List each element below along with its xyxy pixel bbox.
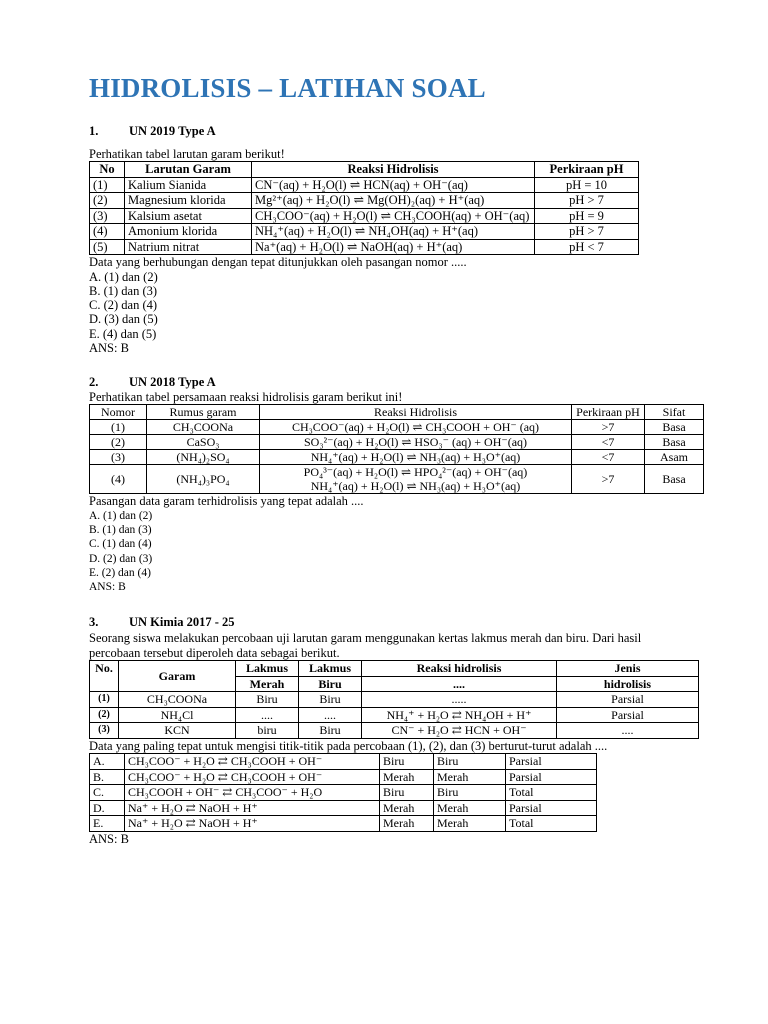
- option-biru: Biru: [434, 754, 506, 770]
- option-label: D.: [90, 800, 125, 816]
- option-reaksi: CH₃COOH + OH⁻ ⇄ CH₃COO⁻ + H₂O: [125, 785, 380, 801]
- cell-reaksi: SO₃²⁻(aq) + H₂O(l) ⇌ HSO₃⁻ (aq) + OH⁻(aq): [260, 435, 572, 450]
- subheader-merah: Merah: [236, 676, 299, 692]
- answer-key: ANS: B: [89, 340, 129, 355]
- option-b[interactable]: B. (1) dan (3): [89, 283, 158, 298]
- table-header-row: [90, 405, 704, 420]
- question-source: UN 2018 Type A: [129, 375, 216, 390]
- table-header-row: [90, 661, 699, 677]
- option-label: C.: [90, 785, 125, 801]
- cell-rumus: CaSO₃: [147, 435, 260, 450]
- cell-reaksi: CH₃COO⁻(aq) + H₂O(l) ⇌ CH₃COOH(aq) + OH⁻(aq): [252, 208, 535, 224]
- cell-sifat: Basa: [645, 465, 704, 494]
- table-row: [90, 193, 639, 209]
- cell-garam: Kalsium asetat: [125, 208, 252, 224]
- cell-merah: Biru: [236, 692, 299, 708]
- cell-ph: <7: [572, 435, 645, 450]
- option-jenis: Parsial: [506, 754, 597, 770]
- cell-ph: <7: [572, 450, 645, 465]
- option-reaksi: Na⁺ + H₂O ⇄ NaOH + H⁺: [125, 800, 380, 816]
- cell-biru: ....: [299, 707, 362, 723]
- option-jenis: Parsial: [506, 769, 597, 785]
- cell-no: (5): [90, 239, 125, 255]
- cell-no: (4): [90, 465, 147, 494]
- question-text: Data yang berhubungan dengan tepat ditunjukkan oleh pasangan nomor .....: [89, 255, 467, 269]
- option-biru: Merah: [434, 800, 506, 816]
- cell-no: (1): [90, 177, 125, 193]
- cell-reaksi: CH₃COO⁻(aq) + H₂O(l) ⇌ CH₃COOH + OH⁻ (aq): [260, 420, 572, 435]
- option-e[interactable]: E. (2) dan (4): [89, 566, 151, 579]
- cell-ph: >7: [572, 465, 645, 494]
- option-reaksi: CH₃COO⁻ + H₂O ⇄ CH₃COOH + OH⁻: [125, 769, 380, 785]
- cell-reaksi: NH₄⁺ + H₂O ⇄ NH₄OH + H⁺: [362, 707, 557, 723]
- table-row: [90, 465, 704, 494]
- cell-no: (4): [90, 224, 125, 240]
- option-row-b[interactable]: [90, 769, 597, 785]
- option-a[interactable]: A. (1) dan (2): [89, 269, 158, 284]
- page-title: HIDROLISIS – LATIHAN SOAL: [89, 73, 486, 103]
- cell-biru: Biru: [299, 723, 362, 739]
- header-ph: Perkiraan pH: [572, 405, 645, 420]
- table-row: [90, 450, 704, 465]
- cell-no: (1): [90, 420, 147, 435]
- option-biru: Merah: [434, 816, 506, 832]
- option-row-e[interactable]: [90, 816, 597, 832]
- cell-jenis: Parsial: [557, 707, 699, 723]
- question-number: 1.: [89, 124, 99, 138]
- cell-reaksi: Mg²⁺(aq) + H₂O(l) ⇌ Mg(OH)₂(aq) + H⁺(aq): [252, 193, 535, 209]
- cell-rumus: CH₃COONa: [147, 420, 260, 435]
- table-row: [90, 224, 639, 240]
- question-2-heading: [89, 375, 709, 390]
- option-jenis: Total: [506, 816, 597, 832]
- option-d[interactable]: D. (3) dan (5): [89, 312, 158, 327]
- cell-reaksi: Na⁺(aq) + H₂O(l) ⇌ NaOH(aq) + H⁺(aq): [252, 239, 535, 255]
- header-sifat: Sifat: [645, 405, 704, 420]
- cell-reaksi: CN⁻ + H₂O ⇄ HCN + OH⁻: [362, 723, 557, 739]
- cell-garam: Amonium klorida: [125, 224, 252, 240]
- question-intro: Seorang siswa melakukan percobaan uji larutan garam menggunakan kertas lakmus merah dan biru. Dari hasil percobaan tersebut diperoleh data sebagai berikut.: [89, 631, 642, 660]
- header-lakmus-1: Lakmus: [236, 661, 299, 677]
- option-label: A.: [90, 754, 125, 770]
- cell-sifat: Basa: [645, 420, 704, 435]
- q3-answer-table: [89, 753, 597, 832]
- table-row: [90, 435, 704, 450]
- header-rumus: Rumus garam: [147, 405, 260, 420]
- cell-rumus: (NH₄)₂SO₄: [147, 450, 260, 465]
- cell-ph: pH = 10: [535, 177, 639, 193]
- subheader-dots: ....: [362, 676, 557, 692]
- option-b[interactable]: B. (1) dan (3): [89, 524, 152, 537]
- header-reaksi: Reaksi Hidrolisis: [252, 162, 535, 178]
- q1-table: [89, 161, 639, 255]
- table-row: [90, 723, 699, 739]
- option-merah: Biru: [380, 754, 434, 770]
- subheader-biru: Biru: [299, 676, 362, 692]
- cell-ph: pH > 7: [535, 224, 639, 240]
- cell-ph: pH > 7: [535, 193, 639, 209]
- answer-options: [89, 509, 709, 595]
- document-page: [89, 68, 709, 846]
- question-1-heading: [89, 124, 709, 139]
- option-merah: Biru: [380, 785, 434, 801]
- header-no: No.: [90, 661, 119, 692]
- question-3-heading: [89, 615, 709, 630]
- table-row: [90, 208, 639, 224]
- cell-merah: ....: [236, 707, 299, 723]
- cell-no: (3): [90, 723, 119, 739]
- cell-biru: Biru: [299, 692, 362, 708]
- cell-merah: biru: [236, 723, 299, 739]
- cell-jenis: Parsial: [557, 692, 699, 708]
- cell-no: (1): [90, 692, 119, 708]
- question-text: Data yang paling tepat untuk mengisi titik-titik pada percobaan (1), (2), dan (3) berturut-turut adalah ....: [89, 738, 608, 753]
- option-merah: Merah: [380, 800, 434, 816]
- option-row-d[interactable]: [90, 800, 597, 816]
- header-reaksi: Reaksi hidrolisis: [362, 661, 557, 677]
- cell-no: (2): [90, 435, 147, 450]
- option-reaksi: CH₃COO⁻ + H₂O ⇄ CH₃COOH + OH⁻: [125, 754, 380, 770]
- header-garam: Larutan Garam: [125, 162, 252, 178]
- header-nomor: Nomor: [90, 405, 147, 420]
- option-c[interactable]: C. (1) dan (4): [89, 538, 152, 551]
- question-intro: Perhatikan tabel larutan garam berikut!: [89, 146, 285, 161]
- option-merah: Merah: [380, 769, 434, 785]
- option-reaksi: Na⁺ + H₂O ⇄ NaOH + H⁺: [125, 816, 380, 832]
- header-jenis: Jenis: [557, 661, 699, 677]
- cell-reaksi: CN⁻(aq) + H₂O(l) ⇌ HCN(aq) + OH⁻(aq): [252, 177, 535, 193]
- cell-sifat: Asam: [645, 450, 704, 465]
- cell-garam: Magnesium klorida: [125, 193, 252, 209]
- option-a[interactable]: A. (1) dan (2): [89, 509, 153, 522]
- reaksi-line-1: PO₄³⁻(aq) + H₂O(l) ⇌ HPO₄²⁻(aq) + OH⁻(aq): [303, 465, 528, 480]
- table-row: [90, 692, 699, 708]
- answer-key: ANS: B: [89, 581, 126, 594]
- question-source: UN Kimia 2017 - 25: [129, 614, 235, 629]
- cell-ph: pH < 7: [535, 239, 639, 255]
- cell-no: (3): [90, 450, 147, 465]
- table-row: [90, 177, 639, 193]
- option-label: B.: [90, 769, 125, 785]
- cell-reaksi: NH₄⁺(aq) + H₂O(l) ⇌ NH₄OH(aq) + H⁺(aq): [252, 224, 535, 240]
- header-garam: Garam: [119, 661, 236, 692]
- answer-key: ANS: B: [89, 831, 129, 846]
- header-lakmus-2: Lakmus: [299, 661, 362, 677]
- cell-garam: NH₄Cl: [119, 707, 236, 723]
- cell-garam: CH₃COONa: [119, 692, 236, 708]
- subheader-hidrolisis: hidrolisis: [557, 676, 699, 692]
- header-no: No: [90, 162, 125, 178]
- option-d[interactable]: D. (2) dan (3): [89, 552, 153, 565]
- cell-no: (2): [90, 193, 125, 209]
- cell-ph: pH = 9: [535, 208, 639, 224]
- answer-options: [89, 270, 709, 356]
- header-reaksi: Reaksi Hidrolisis: [260, 405, 572, 420]
- option-jenis: Total: [506, 785, 597, 801]
- reaksi-line-2: NH₄⁺(aq) + H₂O(l) ⇌ NH₃(aq) + H₃O⁺(aq): [310, 479, 521, 494]
- option-e[interactable]: E. (4) dan (5): [89, 326, 157, 341]
- cell-garam: Kalium Sianida: [125, 177, 252, 193]
- option-merah: Merah: [380, 816, 434, 832]
- question-source: UN 2019 Type A: [129, 124, 216, 138]
- cell-garam: KCN: [119, 723, 236, 739]
- question-number: 2.: [89, 375, 99, 390]
- cell-rumus: (NH₄)₃PO₄: [147, 465, 260, 494]
- option-row-c[interactable]: [90, 785, 597, 801]
- table-row: [90, 420, 704, 435]
- table-header-row: [90, 162, 639, 178]
- q3-table: [89, 660, 699, 739]
- option-label: E.: [90, 816, 125, 832]
- option-jenis: Parsial: [506, 800, 597, 816]
- cell-sifat: Basa: [645, 435, 704, 450]
- table-row: [90, 239, 639, 255]
- cell-no: (3): [90, 208, 125, 224]
- header-ph: Perkiraan pH: [535, 162, 639, 178]
- question-intro: Perhatikan tabel persamaan reaksi hidrolisis garam berikut ini!: [89, 389, 403, 404]
- cell-jenis: ....: [557, 723, 699, 739]
- table-row: [90, 707, 699, 723]
- cell-garam: Natrium nitrat: [125, 239, 252, 255]
- cell-reaksi: .....: [362, 692, 557, 708]
- option-biru: Merah: [434, 769, 506, 785]
- option-c[interactable]: C. (2) dan (4): [89, 298, 158, 313]
- question-text: Pasangan data garam terhidrolisis yang tepat adalah ....: [89, 494, 364, 509]
- option-row-a[interactable]: [90, 754, 597, 770]
- option-biru: Biru: [434, 785, 506, 801]
- cell-ph: >7: [572, 420, 645, 435]
- question-number: 3.: [89, 614, 99, 629]
- cell-reaksi: [260, 465, 572, 494]
- cell-no: (2): [90, 707, 119, 723]
- q2-table: [89, 404, 704, 494]
- cell-reaksi: NH₄⁺(aq) + H₂O(l) ⇌ NH₃(aq) + H₃O⁺(aq): [260, 450, 572, 465]
